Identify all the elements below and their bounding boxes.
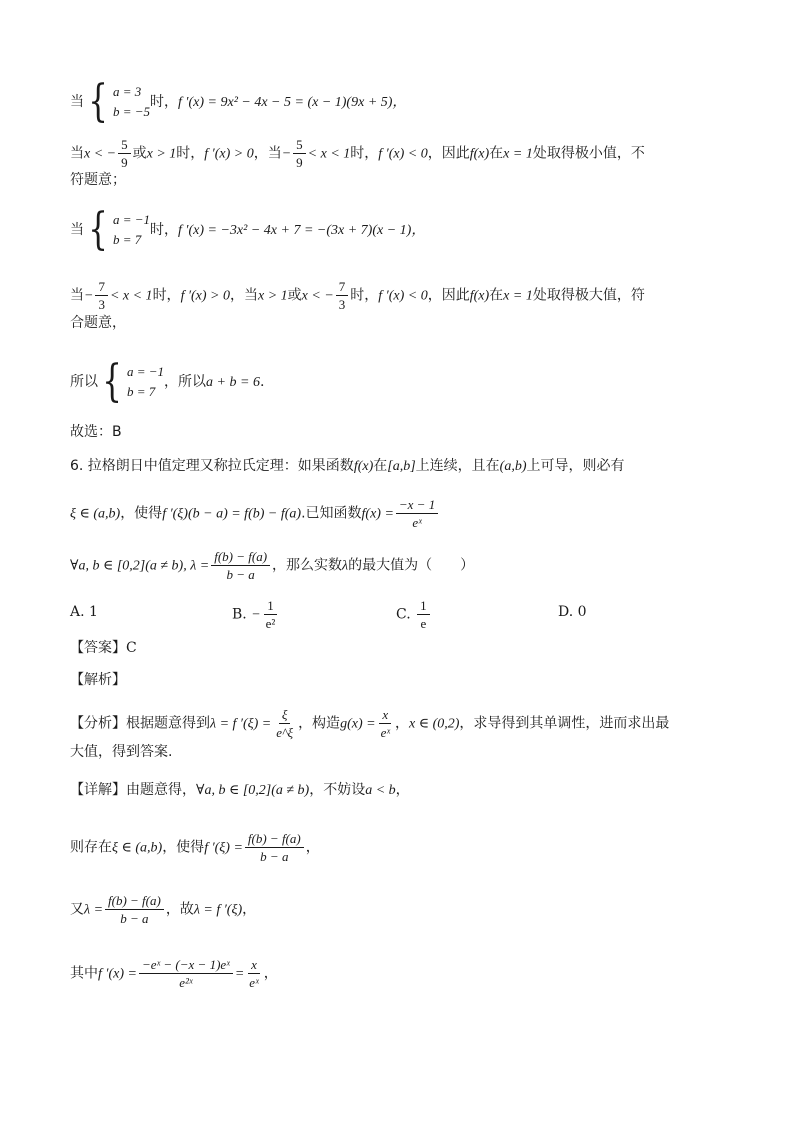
denominator: e²ˣ	[179, 975, 193, 990]
formula: f ′(ξ) =	[204, 840, 243, 856]
fraction	[263, 597, 279, 632]
text: 由题意得，	[126, 782, 196, 798]
numerator: x	[248, 956, 260, 974]
numerator: 1	[417, 597, 430, 615]
system-row: b = 7	[113, 232, 142, 247]
option-a	[70, 602, 98, 622]
detail-line-3	[70, 892, 734, 927]
text: 时，	[350, 145, 379, 162]
option-d-text: D. 0	[558, 604, 587, 620]
formula: λ = f ′(ξ)	[193, 902, 243, 918]
formula: f ′(x) > 0	[180, 288, 230, 304]
fraction	[378, 706, 393, 741]
text: 处取得极大值，符	[532, 287, 645, 304]
formula: −	[281, 146, 292, 162]
detail-line-1	[70, 780, 734, 801]
fraction	[293, 136, 306, 171]
answer-choice-line: 故选：B	[70, 424, 122, 440]
text: 在	[489, 145, 504, 162]
fraction	[273, 706, 296, 741]
denominator: 3	[98, 297, 105, 312]
fraction	[139, 956, 233, 991]
text: ，那么实数	[272, 557, 343, 574]
option-c	[396, 597, 432, 632]
solution-line-7	[70, 356, 734, 407]
fraction	[396, 496, 438, 531]
formula: −	[84, 288, 94, 304]
text: ，使得	[162, 839, 205, 856]
fenxi-tag: 【分析】	[70, 715, 126, 732]
text: .	[259, 374, 265, 390]
detail-line-2	[70, 830, 734, 865]
denominator: eˣ	[380, 725, 391, 740]
option-b	[232, 597, 280, 632]
numerator: −x − 1	[396, 496, 438, 514]
solution-line-3: 符题意；	[70, 172, 126, 188]
text: ，构造	[298, 715, 341, 732]
formula: λ =	[84, 902, 104, 918]
formula: ∀a, b ∈ [0,2](a ≠ b), λ =	[70, 558, 210, 574]
solution-line-5	[70, 278, 734, 313]
formula: f ′(x) > 0	[204, 146, 254, 162]
text: ，因此	[427, 287, 470, 304]
analysis-line-1	[70, 706, 734, 741]
detail-line-4	[70, 956, 734, 991]
formula: f(x)	[469, 146, 490, 162]
text: ，	[395, 715, 410, 732]
text: 时，	[350, 287, 379, 304]
formula: x > 1	[258, 288, 288, 304]
formula: ∀a, b ∈ [0,2](a ≠ b)	[196, 783, 310, 798]
text: 当	[70, 145, 84, 162]
formula: f ′(x) = 9x² − 4x − 5 = (x − 1)(9x + 5)，	[178, 95, 407, 110]
text: 当	[70, 94, 84, 110]
solution-line-2	[70, 136, 734, 171]
text: ，因此	[427, 145, 470, 162]
formula: < x < 1	[307, 146, 351, 162]
brace-icon: {	[88, 76, 108, 127]
formula: [a,b]	[387, 459, 416, 474]
formula: λ = f ′(ξ) =	[210, 716, 272, 732]
numerator: 5	[118, 136, 131, 154]
formula: (a,b)	[499, 459, 527, 474]
formula: f(x)	[353, 459, 374, 474]
text: 又	[70, 901, 84, 918]
formula: f ′(x) < 0	[378, 288, 428, 304]
text: ，求导得到其单调性，进而求出最	[459, 715, 670, 732]
text: 当	[70, 222, 84, 238]
numerator: 7	[336, 278, 349, 296]
text: 当	[70, 287, 84, 304]
option-label: B.	[232, 606, 247, 623]
denominator: eˣ	[412, 515, 422, 530]
fraction	[336, 278, 349, 313]
denominator: 9	[296, 155, 303, 170]
formula: f ′(x) < 0	[378, 146, 428, 162]
system-row: b = 7	[127, 384, 156, 399]
question-6-line-3	[70, 548, 734, 583]
system-row: a = −1	[127, 364, 165, 379]
solution-line-1	[70, 76, 734, 127]
denominator: 9	[121, 155, 128, 170]
formula: f(x)	[469, 288, 490, 304]
numerator: −eˣ − (−x − 1)eˣ	[139, 956, 233, 974]
numerator: f(b) − f(a)	[105, 892, 164, 910]
equation-system	[98, 356, 165, 407]
numerator: ξ	[279, 706, 291, 724]
denominator: 3	[338, 297, 346, 312]
formula: f ′(x) =	[98, 966, 137, 982]
equation-system	[84, 76, 151, 127]
solution-line-6: 合题意，	[70, 315, 126, 331]
denominator: e	[420, 616, 427, 631]
formula: f ′(ξ)(b − a) = f(b) − f(a)	[162, 506, 302, 522]
equation-system	[84, 204, 151, 255]
text: ，不妨设	[309, 782, 366, 798]
text: ，当	[253, 145, 282, 162]
fraction	[118, 136, 131, 171]
formula: ξ ∈ (a,b)	[70, 506, 121, 522]
numerator: x	[379, 706, 391, 724]
text: 所以	[70, 374, 98, 390]
fraction	[417, 597, 430, 632]
xiangjie-tag: 【详解】	[70, 782, 126, 798]
answer-value: C	[126, 640, 137, 656]
text: .已知函数	[301, 505, 362, 522]
formula: λ	[342, 558, 349, 574]
text: 在	[489, 287, 504, 304]
text: 6. 拉格朗日中值定理又称拉氏定理：如果函数	[70, 458, 354, 474]
brace-icon: {	[88, 204, 108, 255]
text: ，当	[230, 287, 258, 304]
text: ，使得	[120, 505, 163, 522]
system-row: b = −5	[113, 104, 151, 119]
option-label: C.	[396, 606, 411, 623]
text: ，故	[165, 901, 194, 918]
formula: −	[251, 607, 261, 623]
formula: x < −	[301, 288, 334, 304]
text: 时，	[176, 145, 205, 162]
numerator: f(b) − f(a)	[245, 830, 304, 848]
text: ，	[263, 965, 278, 982]
answer-tag: 【答案】	[70, 640, 126, 656]
formula: a + b = 6	[206, 375, 260, 390]
formula: ξ ∈ (a,b)	[112, 840, 163, 856]
text: 其中	[70, 965, 98, 982]
text: 时，	[150, 222, 179, 238]
text: 时，	[150, 94, 179, 110]
analysis-tag: 【解析】	[70, 672, 126, 688]
question-6-line-2	[70, 496, 734, 531]
formula: =	[234, 966, 245, 982]
text: 根据题意得到	[126, 715, 210, 732]
formula: x > 1	[146, 146, 177, 162]
denominator: b − a	[260, 849, 289, 864]
formula: g(x) =	[340, 716, 376, 732]
question-6-line-1	[70, 456, 734, 477]
text: 时，	[152, 287, 181, 304]
fraction	[245, 830, 304, 865]
text: 或	[287, 287, 302, 304]
fraction	[95, 278, 108, 313]
denominator: eˣ	[249, 975, 259, 990]
formula: f ′(x) = −3x² − 4x + 7 = −(3x + 7)(x − 1)，	[178, 223, 426, 238]
text: ，所以	[164, 374, 207, 390]
option-d	[558, 602, 587, 622]
text: 的最大值为（ ）	[348, 557, 475, 574]
denominator: e²	[265, 616, 276, 631]
text: 上连续，且在	[415, 458, 500, 474]
fraction	[211, 548, 270, 583]
text: ，	[395, 782, 410, 798]
answer-line	[70, 638, 734, 658]
denominator: b − a	[120, 911, 149, 926]
text: ，	[242, 901, 257, 918]
formula: x ∈ (0,2)	[409, 716, 460, 732]
numerator: f(b) − f(a)	[211, 548, 270, 566]
denominator: b − a	[226, 567, 255, 582]
formula: a < b	[365, 783, 396, 798]
brace-icon: {	[102, 356, 122, 407]
text: ，	[305, 839, 320, 856]
formula: f(x) =	[361, 506, 394, 522]
fraction	[246, 956, 261, 991]
solution-line-4	[70, 204, 734, 255]
denominator: e^ξ	[276, 725, 294, 740]
analysis-line-2: 大值，得到答案.	[70, 744, 173, 760]
numerator: 7	[95, 278, 108, 296]
text: 处取得极小值，不	[532, 145, 645, 162]
text: 或	[132, 145, 147, 162]
numerator: 5	[293, 136, 306, 154]
text: 上可导，则必有	[526, 458, 625, 474]
system-row: a = 3	[113, 84, 142, 99]
option-a-text: A. 1	[70, 604, 98, 620]
formula: < x < 1	[109, 288, 153, 304]
text: 在	[373, 458, 388, 474]
formula: x < −	[84, 146, 117, 162]
system-row: a = −1	[113, 212, 151, 227]
numerator: 1	[264, 597, 277, 615]
formula: x = 1	[503, 146, 533, 162]
text: 则存在	[70, 839, 112, 856]
formula: x = 1	[503, 288, 533, 304]
fraction	[105, 892, 164, 927]
